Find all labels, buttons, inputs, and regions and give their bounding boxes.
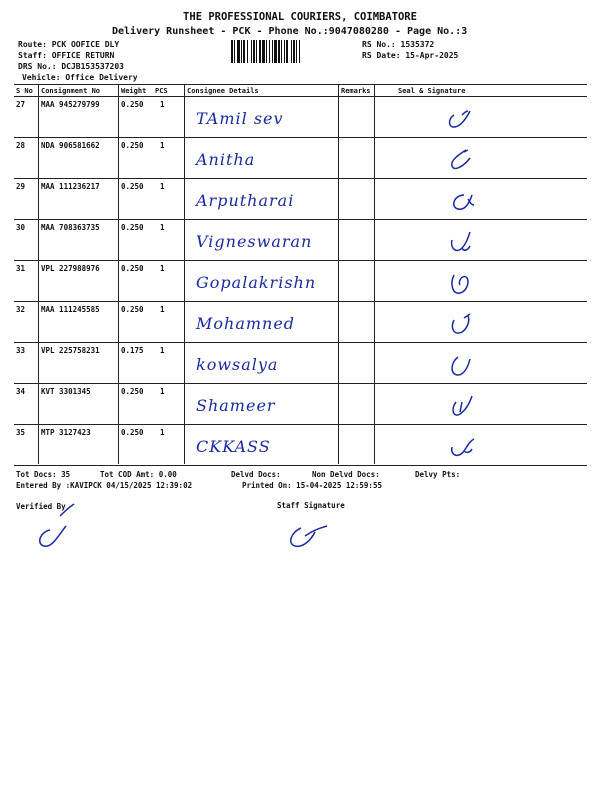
- row-consignment-no: MAA 708363735: [41, 223, 100, 232]
- company-title: THE PROFESSIONAL COURIERS, COIMBATORE: [183, 11, 417, 23]
- entered-by: Entered By :KAVIPCK 04/15/2025 12:39:02: [16, 481, 193, 490]
- row-consignment-no: MAA 111245585: [41, 305, 100, 314]
- row-sno: 29: [16, 182, 26, 191]
- barcode: [231, 40, 359, 63]
- printed-on: Printed On: 15-04-2025 12:59:55: [242, 481, 382, 490]
- row-consignee-handwritten: CKKASS: [196, 437, 271, 456]
- row-consignment-no: KVT 3301345: [41, 387, 91, 396]
- row-pcs: 1: [160, 346, 165, 355]
- verified-by-signature-icon: [30, 502, 80, 552]
- drs-label: DRS No.: DCJB153537203: [18, 62, 124, 71]
- row-weight: 0.175: [121, 346, 144, 355]
- row-pcs: 1: [160, 387, 165, 396]
- col-header-consignee: Consignee Details: [187, 87, 259, 95]
- row-pcs: 1: [160, 100, 165, 109]
- row-weight: 0.250: [121, 305, 144, 314]
- row-divider: [14, 137, 587, 138]
- row-consignment-no: MTP 3127423: [41, 428, 91, 437]
- non-delvd-docs: Non Delvd Docs:: [312, 470, 380, 479]
- route-label: Route: PCK OOFICE DLY: [18, 40, 120, 49]
- barcode-bar: [300, 40, 303, 63]
- row-consignment-no: MAA 111236217: [41, 182, 100, 191]
- row-signature-icon: [444, 310, 480, 340]
- delvd-docs: Delvd Docs:: [231, 470, 281, 479]
- row-weight: 0.250: [121, 223, 144, 232]
- row-consignee-handwritten: Vigneswaran: [196, 232, 313, 251]
- row-signature-icon: [444, 269, 480, 299]
- row-sno: 27: [16, 100, 26, 109]
- row-pcs: 1: [160, 182, 165, 191]
- col-header-weight: Weight: [121, 87, 147, 95]
- row-weight: 0.250: [121, 100, 144, 109]
- row-divider: [14, 260, 587, 261]
- row-weight: 0.250: [121, 387, 144, 396]
- col-divider: [338, 84, 339, 464]
- rs-date-label: RS Date: 15-Apr-2025: [362, 51, 459, 60]
- row-consignment-no: NDA 906581662: [41, 141, 100, 150]
- row-sno: 28: [16, 141, 26, 150]
- table-header-rule: [14, 96, 587, 97]
- col-header-pcs: PCS: [155, 87, 168, 95]
- row-weight: 0.250: [121, 428, 144, 437]
- staff-label: Staff: OFFICE RETURN: [18, 51, 115, 60]
- col-divider: [184, 84, 185, 464]
- col-divider: [118, 84, 119, 464]
- row-divider: [14, 219, 587, 220]
- row-consignee-handwritten: Arputharai: [196, 191, 295, 210]
- row-consignee-handwritten: Mohamned: [196, 314, 296, 333]
- row-signature-icon: [444, 228, 480, 258]
- col-header-seal-signature: Seal & Signature: [398, 87, 466, 95]
- staff-signature-icon: [285, 522, 330, 552]
- row-signature-icon: [444, 146, 480, 176]
- row-consignment-no: MAA 945279799: [41, 100, 100, 109]
- row-sno: 33: [16, 346, 26, 355]
- row-divider: [14, 342, 587, 343]
- col-header-remarks: Remarks: [341, 87, 371, 95]
- row-signature-icon: [444, 105, 480, 135]
- row-divider: [14, 383, 587, 384]
- col-divider: [38, 84, 39, 464]
- row-sno: 35: [16, 428, 26, 437]
- verified-by-label: Verified By: [16, 502, 66, 511]
- rs-no-label: RS No.: 1535372: [362, 40, 435, 49]
- row-signature-icon: [444, 392, 480, 422]
- row-pcs: 1: [160, 428, 165, 437]
- row-divider: [14, 301, 587, 302]
- row-consignee-handwritten: Shameer: [196, 396, 276, 415]
- row-pcs: 1: [160, 141, 165, 150]
- row-weight: 0.250: [121, 182, 144, 191]
- row-pcs: 1: [160, 223, 165, 232]
- row-consignee-handwritten: Gopalakrishn: [196, 273, 317, 292]
- row-signature-icon: [444, 351, 480, 381]
- row-sno: 32: [16, 305, 26, 314]
- row-signature-icon: [444, 187, 480, 217]
- row-consignment-no: VPL 225758231: [41, 346, 100, 355]
- row-sno: 30: [16, 223, 26, 232]
- tot-cod-amt: Tot COD Amt: 0.00: [100, 470, 177, 479]
- col-divider: [374, 84, 375, 464]
- row-pcs: 1: [160, 264, 165, 273]
- row-consignment-no: VPL 227988976: [41, 264, 100, 273]
- staff-signature-label: Staff Signature: [277, 501, 345, 510]
- vehicle-label: Vehicle: Office Delivery: [22, 73, 138, 82]
- row-consignee-handwritten: Anitha: [196, 150, 256, 169]
- col-header-sno: S No: [16, 87, 33, 95]
- delvy-pts: Delvy Pts:: [415, 470, 461, 479]
- tot-docs: Tot Docs: 35: [16, 470, 71, 479]
- row-divider: [14, 465, 587, 466]
- col-header-consignment: Consignment No: [41, 87, 101, 95]
- table-top-rule: [14, 84, 587, 85]
- runsheet-title: Delivery Runsheet - PCK - Phone No.:9047080280 - Page No.:3: [112, 26, 468, 37]
- row-divider: [14, 178, 587, 179]
- row-sno: 31: [16, 264, 26, 273]
- row-sno: 34: [16, 387, 26, 396]
- row-pcs: 1: [160, 305, 165, 314]
- row-consignee-handwritten: kowsalya: [196, 355, 279, 374]
- row-weight: 0.250: [121, 141, 144, 150]
- row-weight: 0.250: [121, 264, 144, 273]
- row-consignee-handwritten: TAmil sev: [196, 109, 284, 128]
- row-divider: [14, 424, 587, 425]
- row-signature-icon: [444, 433, 480, 463]
